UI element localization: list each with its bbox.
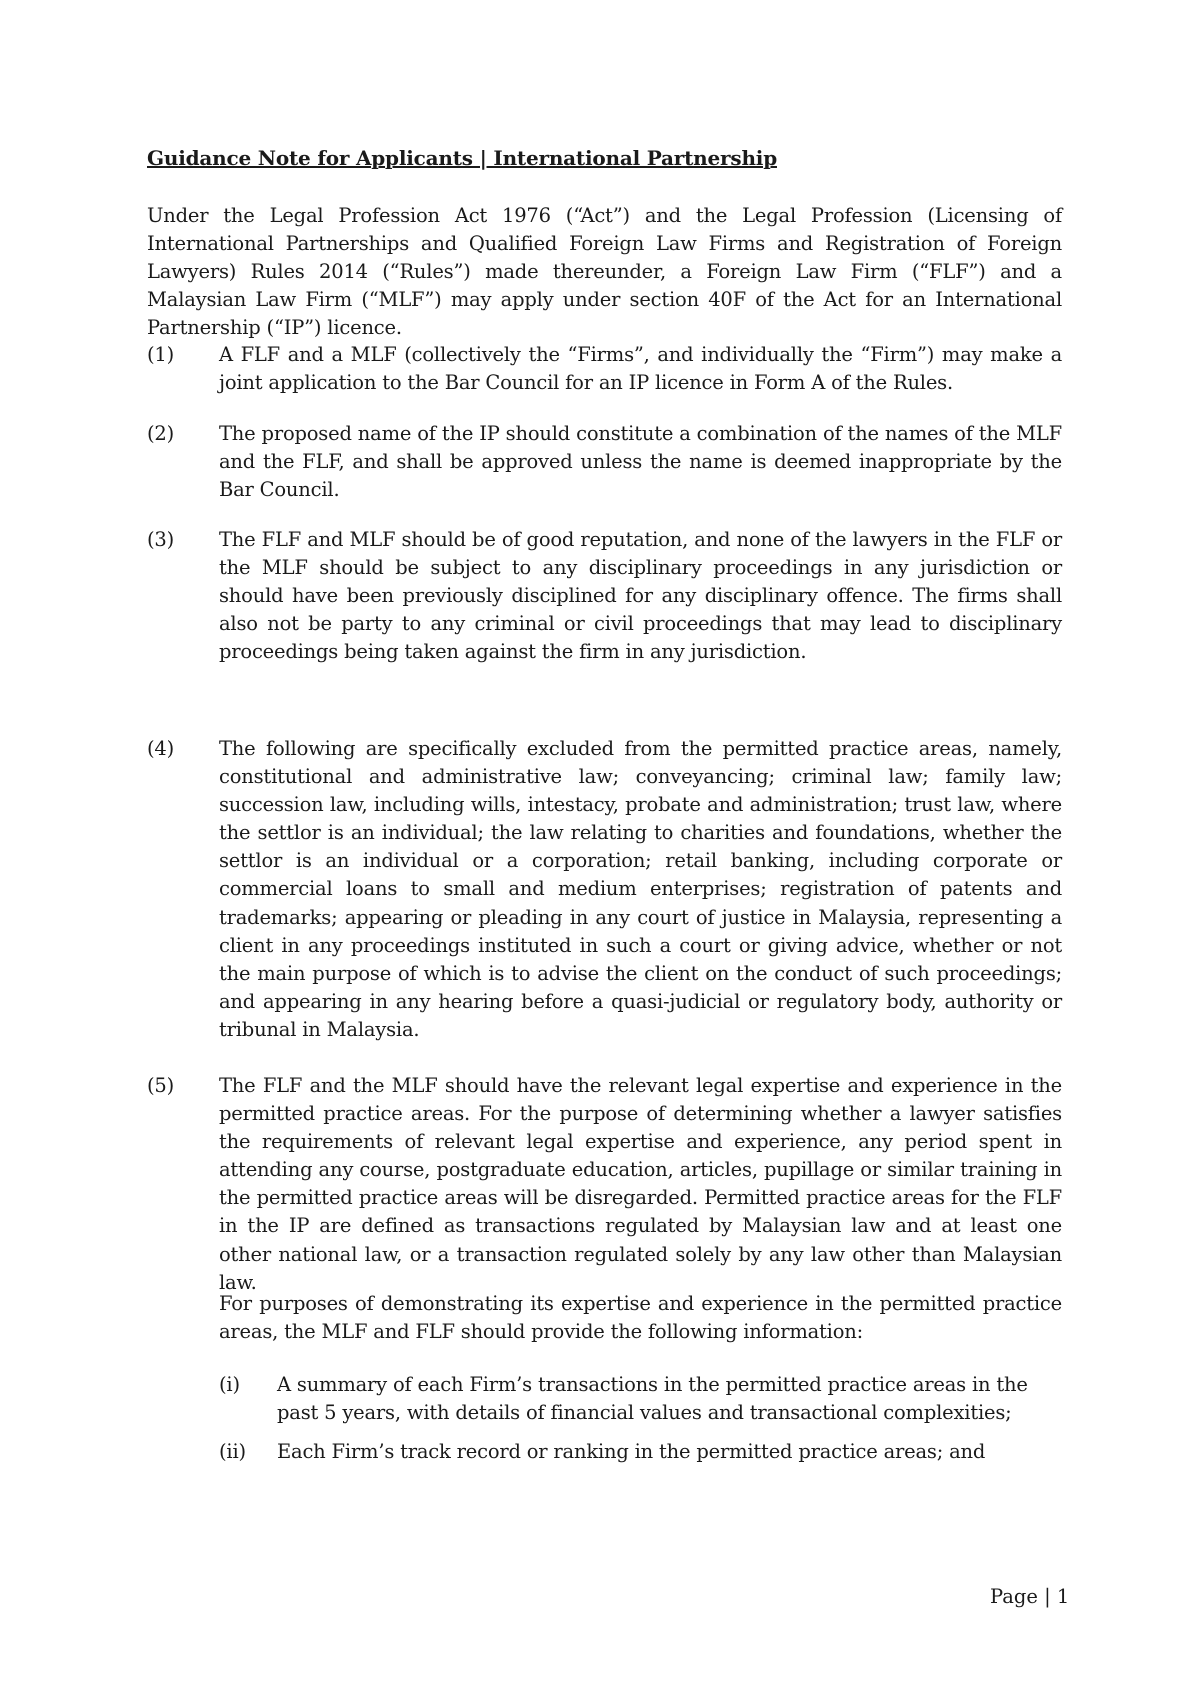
sub-list-item-ii	[219, 1438, 1039, 1466]
list-item-number: (1)	[147, 343, 175, 366]
item-5-followup-paragraph: For purposes of demonstrating its expertise and experience in the permitted practice areas, the MLF and FLF should provide the following information:	[219, 1292, 1062, 1344]
list-item-number: (4)	[147, 737, 175, 760]
sub-list-item-number: (i)	[219, 1373, 240, 1396]
list-item-text: The FLF and the MLF should have the relevant legal expertise and experience in the permitted practice areas. For the purpose of determining whether a lawyer satisfies the requirements of relevant legal expertise and experience, any period spent in attending any course, postgraduate education, articles, pupillage or similar training in the permitted practice areas will be disregarded. Permitted practice areas for the FLF in the IP are defined as transactions regulated by Malaysian law and at least one other national law, or a transaction regulated solely by any law other than Malaysian law.	[219, 1074, 1062, 1294]
intro-paragraph: Under the Legal Profession Act 1976 (“Act”) and the Legal Profession (Licensing of International Partnerships and Qualified Foreign Law Firms and Registration of Foreign Lawyers) Rules 2014 (“Rules”) made thereunder, a Foreign Law Firm (“FLF”) and a Malaysian Law Firm (“MLF”) may apply under section 40F of the Act for an International Partnership (“IP”) licence.	[147, 204, 1062, 340]
list-item-number: (3)	[147, 528, 175, 551]
list-item-5	[147, 1072, 1062, 1297]
sub-list-item-number: (ii)	[219, 1440, 246, 1463]
sub-list-item-text: Each Firm’s track record or ranking in the permitted practice areas; and	[277, 1440, 986, 1463]
list-item-4	[147, 735, 1062, 1044]
document-title: Guidance Note for Applicants | International Partnership	[147, 146, 777, 170]
list-item-3	[147, 526, 1062, 666]
list-item-text: The proposed name of the IP should constitute a combination of the names of the MLF and the FLF, and shall be approved unless the name is deemed inappropriate by the Bar Council.	[219, 422, 1062, 502]
list-item-2	[147, 420, 1062, 504]
page-number-footer: Page | 1	[990, 1585, 1070, 1608]
list-item-text: The FLF and MLF should be of good reputation, and none of the lawyers in the FLF or the MLF should be subject to any disciplinary proceedings in any jurisdiction or should have been previously disciplined for any disciplinary offence. The firms shall also not be party to any criminal or civil proceedings that may lead to disciplinary proceedings being taken against the firm in any jurisdiction.	[219, 528, 1062, 664]
list-item-number: (2)	[147, 422, 175, 445]
sub-list-item-i	[219, 1371, 1039, 1427]
list-item-number: (5)	[147, 1074, 175, 1097]
list-item-text: A FLF and a MLF (collectively the “Firms”, and individually the “Firm”) may make a joint application to the Bar Council for an IP licence in Form A of the Rules.	[219, 343, 1062, 395]
list-item-1	[147, 341, 1062, 397]
list-item-text: The following are specifically excluded from the permitted practice areas, namely, constitutional and administrative law; conveyancing; criminal law; family law; succession law, including wills, intestacy, probate and administration; trust law, where the settlor is an individual; the law relating to charities and foundations, whether the settlor is an individual or a corporation; retail banking, including corporate or commercial loans to small and medium enterprises; registration of patents and trademarks; appearing or pleading in any court of justice in Malaysia, representing a client in any proceedings instituted in such a court or giving advice, whether or not the main purpose of which is to advise the client on the conduct of such proceedings; and appearing in any hearing before a quasi-judicial or regulatory body, authority or tribunal in Malaysia.	[219, 737, 1062, 1041]
sub-list-item-text: A summary of each Firm’s transactions in the permitted practice areas in the past 5 years, with details of financial values and transactional complexities;	[277, 1373, 1028, 1425]
